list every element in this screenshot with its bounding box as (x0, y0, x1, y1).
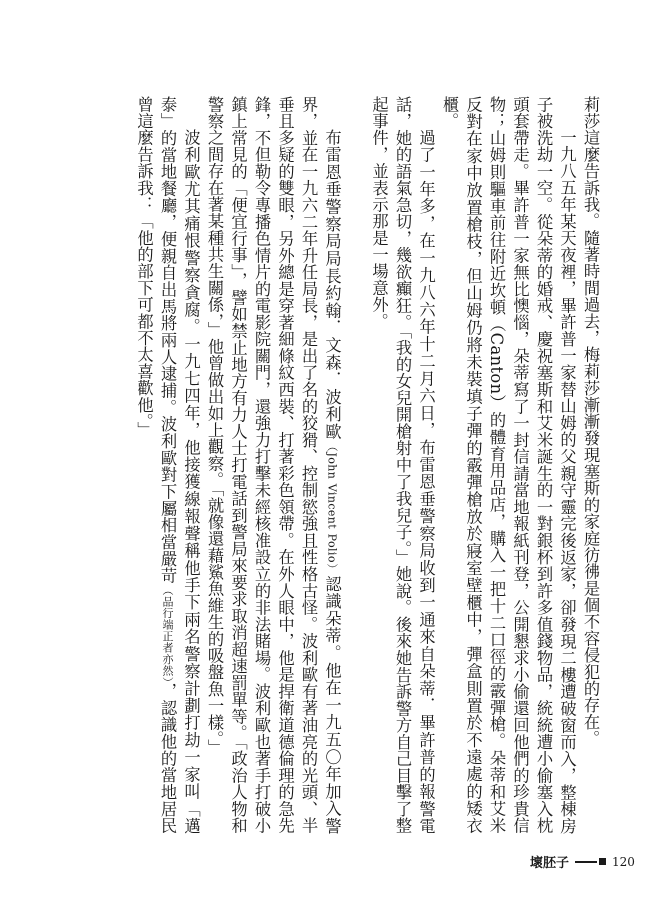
corruption-text-end: ，認識他的當地居民曾這麼告訴我：「他的部下可都不太喜歡他。」 (134, 96, 177, 834)
corruption-text: 波利歐尤其痛恨警察貪腐。一九七四年，他接獲線報聲稱他手下兩名警察計劃打劫一家叫「邁泰」的當地餐廳，便親自出馬將兩人逮捕。波利歐對下屬相當嚴苛 (158, 96, 201, 834)
footer-dash (575, 861, 597, 863)
paragraph-burglary: 一九八五年某天夜裡，畢許普一家替山姆的父親守靈完後返家，卻發現二樓遭破窗而入，整棟房子被洗劫一空。從朵蒂的婚戒、慶祝塞斯和艾米誕生的一對銀杯到許多值錢物品，統統遭小偷塞入枕頭套帶走。畢許普一家無比懊惱，朵蒂寫了一封信請當地報紙刊登，公開懇求小偷還回他們的珍貴信物；山姆則驅車前往附近坎頓（Canton）的體育用品店，購入一把十二口徑的霰彈槍。朵蒂和艾米反對在家中放置槍枝，但山姆仍將未裝填子彈的霰彈槍放於寢室壁櫃中，彈盒則置於不遠處的矮衣櫃。 (440, 96, 577, 834)
corruption-note: （品行端正者亦然） (161, 584, 174, 683)
paragraph-corruption (132, 96, 203, 834)
page-footer (530, 852, 635, 871)
chief-english-name: （John Vincent Polio） (325, 440, 339, 576)
book-title: 壞胚子 (530, 856, 570, 871)
section-break (344, 96, 368, 834)
paragraph-continuation: 莉莎這麼告訴我。隨著時間過去，梅莉莎漸漸發現塞斯的家庭彷彿是個不容侵犯的存在。 (581, 96, 600, 747)
paragraph-police-chief (203, 96, 344, 834)
footer-square-icon (599, 858, 606, 865)
chief-description-text: 認識朵蒂。他在一九五〇年加入警界，並在一九六二年升任局長，是出了名的狡猾、控制慾強且性格古怪。波利歐有著油亮的光頭、半垂且多疑的雙眼，另外總是穿著細條紋西裝、打著彩色領帶。在外人眼中，他是捍衛道德倫理的急先鋒，不但勒令專播色情片的電影院關門，還強力打擊未經核准設立的非法賭場。波利歐也著手打破小鎮上常見的「便宜行事」，譬如禁止地方有力人士打電話到警局來要求取消超速罰單等。「政治人物和警察之間存在著某種共生關係，」他曾做出如上觀察。「就像還藉鯊魚維生的吸盤魚一樣。」 (205, 96, 342, 834)
page-number: 120 (612, 854, 635, 869)
vertical-text-body (54, 96, 602, 834)
chief-intro-text: 布雷恩垂警察局局長約翰．文森．波利歐 (322, 128, 342, 441)
paragraph-emergency-call: 過了一年多，在一九八六年十二月六日，布雷恩垂警察局收到一通來自朵蒂．畢許普的報警電話，她的語氣急切，幾欲癲狂。「我的女兒開槍射中了我兒子。」她說。後來她告訴警方自己目擊了整起事件，並表示那是一場意外。 (369, 96, 436, 834)
